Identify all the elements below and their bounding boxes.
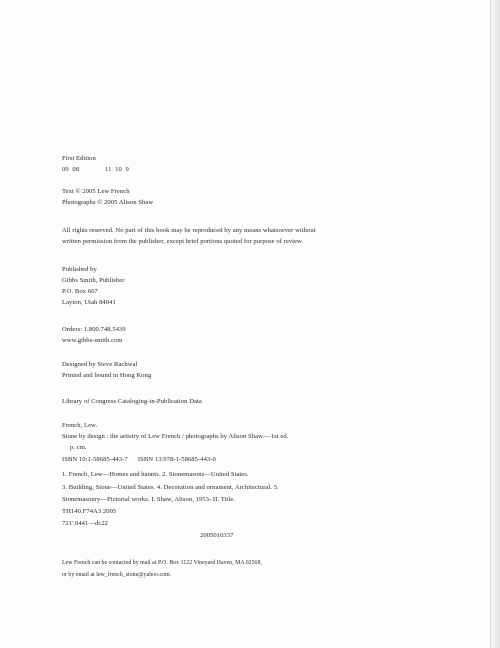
contact-line-1: Lew French can be contacted by mail at P.O. Box 1122 Vineyard Haven, MA 02568, — [62, 560, 262, 566]
page-edge-line — [490, 0, 491, 648]
rights-line-1: All rights reserved. No part of this book may be reproduced by any means whatsoever without — [62, 227, 316, 234]
publisher-city: Layton, Utah 84041 — [62, 299, 116, 306]
cip-heading: Library of Congress Cataloging-in-Publication Data — [62, 398, 202, 405]
contact-line-2: or by email at lew_french_stone@yahoo.com. — [62, 572, 172, 578]
orders-phone: Orders: 1.800.748.5439 — [62, 326, 126, 333]
cip-isbn: ISBN 10:1-58685-443-7 ISBN 13:978-1-58685-443-0 — [62, 456, 216, 463]
text-copyright: Text © 2005 Lew French — [62, 188, 130, 195]
cip-lccn: 2005010337 — [200, 532, 234, 539]
printed-credit: Printed and bound in Hong Kong — [62, 372, 152, 379]
cip-dewey: 721'.0441—dc22 — [62, 520, 109, 527]
cip-title: Stone by design : the artistry of Lew French / photographs by Alison Shaw.—1st ed. — [62, 433, 289, 440]
publisher-name: Gibbs Smith, Publisher — [62, 277, 125, 284]
published-by: Published by — [62, 266, 97, 273]
cip-subjects-1: 1. French, Lew—Homes and haunts. 2. Stonemasons—United States. — [62, 471, 249, 478]
orders-website: www.gibbs-smith.com — [62, 337, 123, 344]
designer-credit: Designed by Steve Rachwal — [62, 361, 138, 368]
cip-subjects-2: 3. Building, Stone—United States. 4. Decoration and ornament, Architectural. 5. — [62, 484, 279, 491]
photos-copyright: Photographs © 2005 Alison Shaw — [62, 199, 154, 206]
edition-label: First Edition — [62, 155, 96, 162]
cip-subjects-3: Stonemasonry—Pictorial works. I. Shaw, Alison, 1953- II. Title. — [62, 496, 235, 503]
cip-author: French, Lew. — [62, 422, 98, 429]
rights-line-2: written permission from the publisher, except brief portions quoted for purpose of review. — [62, 238, 304, 245]
publisher-box: P.O. Box 667 — [62, 288, 98, 295]
cip-pages: p. cm. — [70, 444, 87, 451]
cip-lc-class: TH140.F74A3 2005 — [62, 508, 117, 515]
printing-line: 09 08 11 10 9 — [62, 166, 129, 173]
